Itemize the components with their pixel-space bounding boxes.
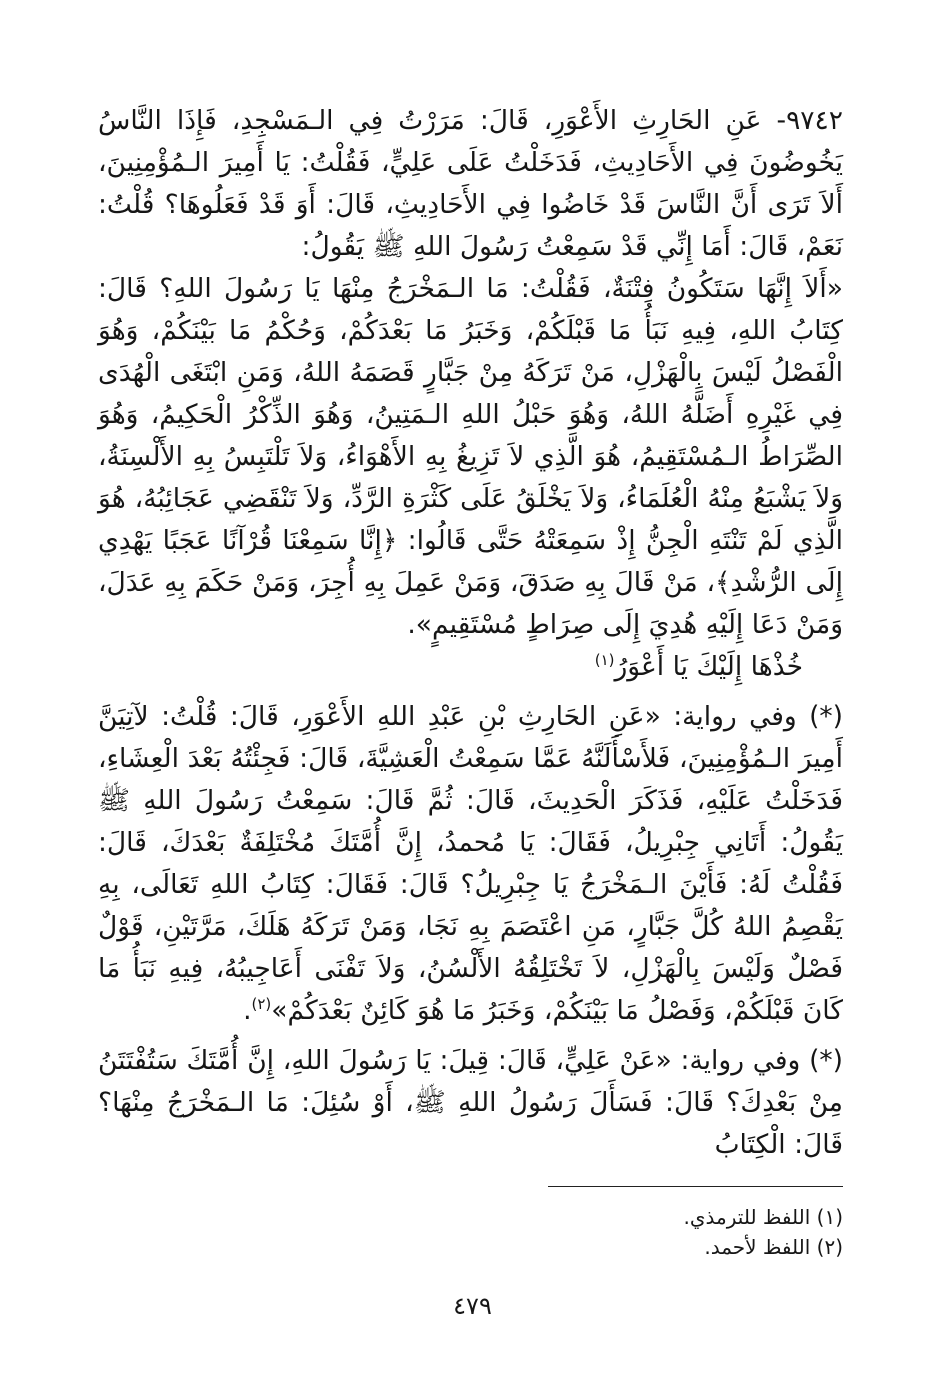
page-number: ٤٧٩ xyxy=(453,1292,492,1320)
hadith-text: خُذْهَا إِلَيْكَ يَا أَعْوَرُ xyxy=(614,651,803,682)
riwaya-text: (*) وفي رواية: «عَنِ الحَارِثِ بْنِ عَبْدِ اللهِ الأَعْوَرِ، قَالَ: قُلْتُ: لآتِيَنَّ أَمِيرَ الـمُؤْمِنِينَ، فَلأَسْأَلَنَّهُ عَمَّا سَمِعْتُ الْعَشِيَّةَ، قَالَ: فَجِئْتُهُ بَعْدَ الْعِشَاءِ، فَدَخَلْتُ عَلَيْهِ، فَذَكَرَ الْحَدِيثَ، قَالَ: ثُمَّ قَالَ: سَمِعْتُ رَسُولَ اللهِ ﷺ يَقُولُ: أَتَانِي جِبْرِيلُ، فَقَالَ: يَا مُحمدُ، إِنَّ أُمَّتَكَ مُخْتَلِفَةٌ بَعْدَكَ، قَالَ: فَقُلْتُ لَهُ: فَأَيْنَ الـمَخْرَجُ يَا جِبْرِيلُ؟ قَالَ: فَقَالَ: كِتَابُ اللهِ تَعَالَى، بِهِ يَقْصِمُ اللهُ كُلَّ جَبَّارٍ، مَنِ اعْتَصَمَ بِهِ نَجَا، وَمَنْ تَرَكَهُ هَلَكَ، مَرَّتَيْنِ، قَوْلٌ فَصْلٌ وَلَيْسَ بِالْهَزْلِ، لاَ تَخْتَلِقُهُ الأَلْسُنُ، وَلاَ تَفْنَى أَعَاجِيبُهُ، فِيهِ نَبَأُ مَا كَانَ قَبْلَكُمْ، وَفَصْلُ مَا بَيْنَكُمْ، وَخَبَرُ مَا هُوَ كَائِنٌ بَعْدَكُمْ» xyxy=(98,701,843,1026)
main-text xyxy=(98,100,843,1166)
hadith-paragraph-2 xyxy=(98,268,843,646)
hadith-text: ٩٧٤٢- عَنِ الحَارِثِ الأَعْوَرِ، قَالَ: مَرَرْتُ فِي الـمَسْجِدِ، فَإِذَا النَّاسُ يَخُوضُونَ فِي الأَحَادِيثِ، فَدَخَلْتُ عَلَى عَلِيٍّ، فَقُلْتُ: يَا أَمِيرَ الـمُؤْمِنِينَ، أَلاَ تَرَى أَنَّ النَّاسَ قَدْ خَاضُوا فِي الأَحَادِيثِ، قَالَ: أَوَ قَدْ فَعَلُوهَا؟ قُلْتُ: نَعَمْ، قَالَ: أَمَا إِنِّي قَدْ سَمِعْتُ رَسُولَ اللهِ ﷺ يَقُولُ: xyxy=(98,105,843,262)
footnote-2: (٢) اللفظ لأحمد. xyxy=(704,1235,843,1259)
footnote-ref-2: (٢) xyxy=(251,995,272,1014)
riwaya-paragraph-2 xyxy=(98,1040,843,1166)
footnote-divider xyxy=(548,1186,843,1187)
sentence-end: . xyxy=(243,995,252,1026)
riwaya-paragraph-1 xyxy=(98,696,843,1032)
hadith-paragraph-1 xyxy=(98,100,843,268)
hadith-paragraph-3 xyxy=(98,646,843,688)
hadith-text: «أَلاَ إِنَّهَا سَتَكُونُ فِتْنَةٌ، فَقُلْتُ: مَا الـمَخْرَجُ مِنْهَا يَا رَسُولَ اللهِ؟ قَالَ: كِتَابُ اللهِ، فِيهِ نَبَأُ مَا قَبْلَكُمْ، وَخَبَرُ مَا بَعْدَكُمْ، وَحُكْمُ مَا بَيْنَكُمْ، وَهُوَ الْفَصْلُ لَيْسَ بِالْهَزْلِ، مَنْ تَرَكَهُ مِنْ جَبَّارٍ قَصَمَهُ اللهُ، وَمَنِ ابْتَغَى الْهُدَى فِي غَيْرِهِ أَضَلَّهُ اللهُ، وَهُوَ حَبْلُ اللهِ الـمَتِينُ، وَهُوَ الذِّكْرُ الْحَكِيمُ، وَهُوَ الصِّرَاطُ الـمُسْتَقِيمُ، هُوَ الَّذِي لاَ تَزِيغُ بِهِ الأَهْوَاءُ، وَلاَ تَلْتَبِسُ بِهِ الأَلْسِنَةُ، وَلاَ يَشْبَعُ مِنْهُ الْعُلَمَاءُ، وَلاَ يَخْلَقُ عَلَى كَثْرَةِ الرَّدِّ، وَلاَ تَنْقَضِي عَجَائِبُهُ، هُوَ الَّذِي لَمْ تَنْتَهِ الْجِنُّ إِذْ سَمِعَتْهُ حَتَّى قَالُوا: ﴿إِنَّا سَمِعْنَا قُرْآنًا عَجَبًا يَهْدِي إِلَى الرُّشْدِ﴾، مَنْ قَالَ بِهِ صَدَقَ، وَمَنْ عَمِلَ بِهِ أُجِرَ، وَمَنْ حَكَمَ بِهِ عَدَلَ، وَمَنْ دَعَا إِلَيْهِ هُدِيَ إِلَى صِرَاطٍ مُسْتَقِيمٍ». xyxy=(98,273,843,640)
footnotes xyxy=(98,1202,843,1262)
riwaya-text: (*) وفي رواية: «عَنْ عَلِيٍّ، قَالَ: قِيلَ: يَا رَسُولَ اللهِ، إِنَّ أُمَّتَكَ سَتُفْتَتَنُ مِنْ بَعْدِكَ؟ قَالَ: فَسَأَلَ رَسُولُ اللهِ ﷺ، أَوْ سُئِلَ: مَا الـمَخْرَجُ مِنْهَا؟ قَالَ: الْكِتَابُ xyxy=(98,1045,843,1160)
footnote-ref-1: (١) xyxy=(594,651,615,670)
page-body xyxy=(98,100,843,1166)
footnote-1: (١) اللفظ للترمذي. xyxy=(683,1205,843,1229)
